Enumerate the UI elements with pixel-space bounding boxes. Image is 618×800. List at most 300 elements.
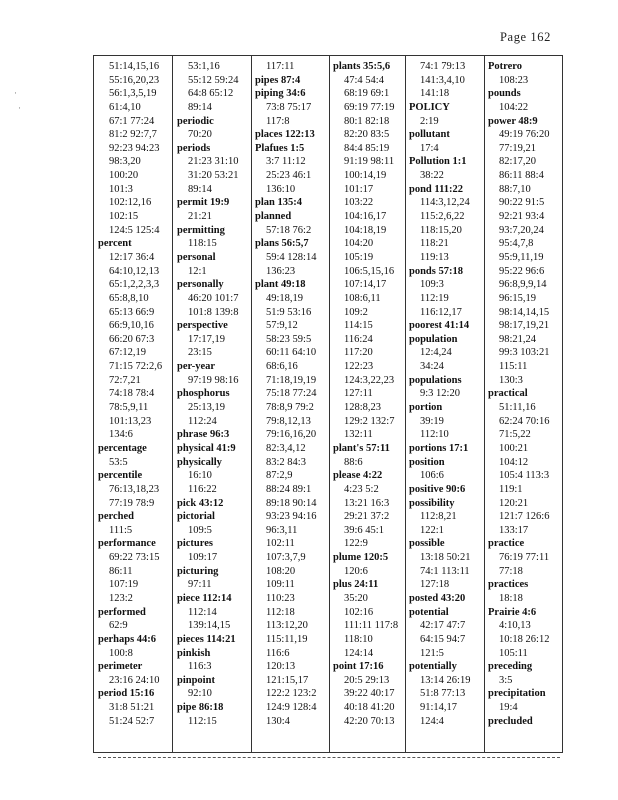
- index-reference: 64:15 94:7: [420, 633, 466, 645]
- index-reference: 3:7 11:12: [266, 156, 306, 168]
- index-reference: 3:5: [499, 674, 513, 686]
- index-reference: 106:6: [420, 470, 444, 482]
- index-reference: 107:14,17: [344, 279, 387, 291]
- index-reference: 73:8 75:17: [266, 101, 312, 113]
- index-reference: 113:12,20: [266, 620, 308, 632]
- index-reference: 117:20: [344, 347, 373, 359]
- index-reference: 105:4 113:3: [499, 470, 550, 482]
- index-reference: 74:1 79:13: [420, 61, 466, 72]
- index-reference: 114:15: [344, 320, 373, 332]
- index-reference: 127:18: [420, 579, 450, 591]
- index-reference: 65:8,8,10: [109, 292, 149, 304]
- index-reference: 118:10: [344, 633, 373, 645]
- index-reference: 91:19 98:11: [344, 156, 395, 168]
- index-reference: 122:23: [344, 361, 374, 373]
- index-reference: 121:15,17: [266, 674, 309, 686]
- index-term: portions 17:1: [409, 442, 469, 454]
- index-reference: 115:11,19: [266, 633, 308, 645]
- index-reference: 87:2,9: [266, 470, 293, 482]
- index-reference: 92:10: [188, 688, 212, 700]
- index-term: pounds: [488, 88, 521, 100]
- index-reference: 104:18,19: [344, 224, 387, 236]
- scan-mark: ·: [18, 103, 21, 113]
- index-term: perhaps 44:6: [98, 633, 157, 645]
- index-term: populations: [409, 374, 462, 386]
- index-reference: 75:18 77:24: [266, 388, 317, 400]
- index-reference: 86:11 88:4: [499, 170, 544, 182]
- index-reference: 74:18 78:4: [109, 388, 155, 400]
- index-term: percentage: [98, 442, 147, 454]
- index-term: Pollution 1:1: [409, 156, 467, 168]
- index-term: preceding: [488, 661, 533, 673]
- index-term: places 122:13: [255, 129, 315, 141]
- index-reference: 23:15: [188, 347, 212, 359]
- index-reference: 53:5: [109, 456, 128, 468]
- index-reference: 116:3: [188, 661, 212, 673]
- index-reference: 105:19: [344, 251, 374, 263]
- index-term: please 4:22: [333, 470, 383, 482]
- index-term: plant 49:18: [255, 279, 306, 291]
- index-reference: 134:6: [109, 429, 133, 441]
- index-reference: 79:16,16,20: [266, 429, 317, 441]
- index-reference: 101:8 139:8: [188, 306, 239, 318]
- index-reference: 86:11: [109, 565, 133, 577]
- index-term: positive 90:6: [409, 483, 466, 495]
- index-reference: 66:20 67:3: [109, 333, 155, 345]
- index-reference: 127:11: [344, 388, 373, 400]
- index-reference: 141:18: [420, 88, 450, 100]
- index-reference: 122:9: [344, 538, 368, 550]
- index-term: pictorial: [177, 511, 215, 523]
- index-term: Potrero: [488, 61, 523, 72]
- column-divider: [484, 55, 485, 753]
- index-term: personal: [177, 251, 216, 263]
- index-reference: 64:10,12,13: [109, 265, 160, 277]
- index-reference: 19:4: [499, 702, 518, 714]
- index-reference: 46:20 101:7: [188, 292, 239, 304]
- index-reference: 65:1,2,2,3,3: [109, 279, 160, 291]
- index-reference: 101:17: [344, 183, 374, 195]
- index-reference: 21:21: [188, 211, 212, 223]
- index-reference: 99:3 103:21: [499, 347, 550, 359]
- index-reference: 100:8: [109, 647, 133, 659]
- index-reference: 91:14,17: [420, 702, 458, 714]
- index-reference: 108:23: [499, 74, 529, 86]
- index-reference: 116:12,17: [420, 306, 462, 318]
- index-reference: 130:4: [266, 715, 290, 727]
- index-reference: 120:6: [344, 565, 368, 577]
- index-reference: 4:10,13: [499, 620, 531, 632]
- index-reference: 38:22: [420, 170, 444, 182]
- index-column-2: [177, 60, 250, 750]
- index-reference: 97:19 98:16: [188, 374, 239, 386]
- index-reference: 88:24 89:1: [266, 483, 312, 495]
- index-reference: 42:20 70:13: [344, 715, 395, 727]
- index-reference: 13:21 16:3: [344, 497, 390, 509]
- index-column-5: [409, 60, 483, 750]
- index-reference: 29:21 37:2: [344, 511, 390, 523]
- index-reference: 96:8,9,9,14: [499, 279, 547, 291]
- index-reference: 104:22: [499, 101, 529, 113]
- index-reference: 120:21: [499, 497, 529, 509]
- index-reference: 53:1,16: [188, 61, 220, 72]
- index-reference: 57:9,12: [266, 320, 298, 332]
- index-term: point 17:16: [333, 661, 384, 673]
- index-reference: 109:2: [344, 306, 368, 318]
- index-term: portion: [409, 402, 443, 414]
- index-term: pipe 86:18: [177, 702, 224, 714]
- index-reference: 31:20 53:21: [188, 170, 239, 182]
- index-reference: 55:16,20,23: [109, 74, 160, 86]
- index-reference: 61:4,10: [109, 101, 141, 113]
- index-term: position: [409, 456, 445, 468]
- index-reference: 80:1 82:18: [344, 115, 390, 127]
- index-reference: 40:18 41:20: [344, 702, 395, 714]
- index-reference: 17:4: [420, 142, 439, 154]
- index-reference: 62:24 70:16: [499, 415, 550, 427]
- index-reference: 105:11: [499, 647, 528, 659]
- index-reference: 95:9,11,19: [499, 251, 544, 263]
- index-reference: 102:11: [266, 538, 295, 550]
- index-reference: 49:19 76:20: [499, 129, 550, 141]
- index-reference: 112:15: [188, 715, 217, 727]
- index-reference: 141:3,4,10: [420, 74, 465, 86]
- index-reference: 83:2 84:3: [266, 456, 306, 468]
- index-reference: 39:6 45:1: [344, 524, 384, 536]
- index-term: performance: [98, 538, 156, 550]
- index-reference: 65:13 66:9: [109, 306, 155, 318]
- index-reference: 88:7,10: [499, 183, 531, 195]
- index-term: piping 34:6: [255, 88, 306, 100]
- index-term: plans 56:5,7: [255, 238, 309, 250]
- index-reference: 129:2 132:7: [344, 415, 395, 427]
- index-term: phrase 96:3: [177, 429, 230, 441]
- index-reference: 51:9 53:16: [266, 306, 312, 318]
- index-reference: 119:13: [420, 251, 449, 263]
- index-reference: 98:17,19,21: [499, 320, 550, 332]
- index-term: periods: [177, 142, 211, 154]
- index-reference: 79:8,12,13: [266, 415, 311, 427]
- index-reference: 4:23 5:2: [344, 483, 379, 495]
- index-reference: 110:23: [266, 592, 295, 604]
- index-reference: 107:3,7,9: [266, 552, 306, 564]
- index-reference: 115:2,6,22: [420, 211, 465, 223]
- index-reference: 123:2: [109, 592, 133, 604]
- index-term: pinpoint: [177, 674, 215, 686]
- index-reference: 18:18: [499, 592, 523, 604]
- index-term: pipes 87:4: [255, 74, 301, 86]
- index-reference: 93:23 94:16: [266, 511, 317, 523]
- index-reference: 109:3: [420, 279, 444, 291]
- index-reference: 102:15: [109, 211, 139, 223]
- index-reference: 100:20: [109, 170, 139, 182]
- index-reference: 116:6: [266, 647, 290, 659]
- index-column-6: [488, 60, 562, 750]
- index-term: posted 43:20: [409, 592, 466, 604]
- index-reference: 116:24: [344, 333, 373, 345]
- index-term: physical 41:9: [177, 442, 236, 454]
- index-reference: 25:13,19: [188, 402, 226, 414]
- index-reference: 55:12 59:24: [188, 74, 239, 86]
- index-term: phosphorus: [177, 388, 230, 400]
- column-divider: [172, 55, 173, 753]
- index-reference: 77:19,21: [499, 142, 537, 154]
- index-reference: 39:22 40:17: [344, 688, 395, 700]
- index-reference: 2:19: [420, 115, 439, 127]
- scan-mark: ·: [14, 88, 17, 98]
- index-term: per-year: [177, 361, 216, 373]
- index-reference: 47:4 54:4: [344, 74, 384, 86]
- column-divider: [251, 55, 252, 753]
- index-term: population: [409, 333, 458, 345]
- index-term: planned: [255, 211, 292, 223]
- index-reference: 76:13,18,23: [109, 483, 160, 495]
- index-reference: 21:23 31:10: [188, 156, 239, 168]
- index-reference: 102:16: [344, 606, 374, 618]
- index-term: perimeter: [98, 661, 143, 673]
- index-reference: 108:20: [266, 565, 296, 577]
- index-reference: 112:19: [420, 292, 449, 304]
- index-reference: 89:18 90:14: [266, 497, 317, 509]
- index-reference: 120:13: [266, 661, 296, 673]
- index-reference: 112:10: [420, 429, 449, 441]
- index-term: Prairie 4:6: [488, 606, 537, 618]
- index-term: poorest 41:14: [409, 320, 470, 332]
- index-reference: 77:18: [499, 565, 523, 577]
- index-reference: 51:24 52:7: [109, 715, 155, 727]
- index-reference: 112:14: [188, 606, 217, 618]
- index-term: perspective: [177, 320, 228, 332]
- index-reference: 124:4: [420, 715, 444, 727]
- index-reference: 25:23 46:1: [266, 170, 312, 182]
- index-reference: 96:15,19: [499, 292, 537, 304]
- index-term: potential: [409, 606, 449, 618]
- index-reference: 13:14 26:19: [420, 674, 471, 686]
- index-term: period 15:16: [98, 688, 155, 700]
- index-reference: 112:8,21: [420, 511, 457, 523]
- index-reference: 13:18 50:21: [420, 552, 471, 564]
- index-reference: 101:3: [109, 183, 133, 195]
- index-reference: 68:19 69:1: [344, 88, 390, 100]
- index-reference: 67:12,19: [109, 347, 147, 359]
- index-reference: 81:2 92:7,7: [109, 129, 157, 141]
- column-divider: [405, 55, 406, 753]
- index-reference: 57:18 76:2: [266, 224, 312, 236]
- index-reference: 12:1: [188, 265, 207, 277]
- index-reference: 133:17: [499, 524, 529, 536]
- index-reference: 70:20: [188, 129, 212, 141]
- index-reference: 60:11 64:10: [266, 347, 317, 359]
- index-reference: 72:7,21: [109, 374, 141, 386]
- index-term: percentile: [98, 470, 143, 482]
- index-term: piece 112:14: [177, 592, 232, 604]
- index-reference: 121:5: [420, 647, 444, 659]
- index-reference: 74:1 113:11: [420, 565, 470, 577]
- index-reference: 62:9: [109, 620, 128, 632]
- index-reference: 16:10: [188, 470, 212, 482]
- index-reference: 132:11: [344, 429, 373, 441]
- index-reference: 116:22: [188, 483, 217, 495]
- index-reference: 39:19: [420, 415, 444, 427]
- index-reference: 82:17,20: [499, 156, 537, 168]
- index-reference: 117:8: [266, 115, 290, 127]
- index-term: practice: [488, 538, 525, 550]
- index-reference: 104:16,17: [344, 211, 387, 223]
- index-reference: 89:14: [188, 183, 212, 195]
- index-reference: 42:17 47:7: [420, 620, 466, 632]
- index-term: plan 135:4: [255, 197, 302, 209]
- index-reference: 23:16 24:10: [109, 674, 160, 686]
- index-reference: 117:11: [266, 61, 295, 72]
- index-term: possible: [409, 538, 445, 550]
- index-reference: 108:6,11: [344, 292, 381, 304]
- index-reference: 82:20 83:5: [344, 129, 390, 141]
- index-reference: 89:14: [188, 101, 212, 113]
- index-reference: 95:22 96:6: [499, 265, 545, 277]
- index-reference: 118:21: [420, 238, 449, 250]
- index-term: potentially: [409, 661, 457, 673]
- index-reference: 51:8 77:13: [420, 688, 466, 700]
- index-reference: 124:9 128:4: [266, 702, 317, 714]
- index-term: precipitation: [488, 688, 546, 700]
- index-reference: 118:15: [188, 238, 217, 250]
- index-term: personally: [177, 279, 224, 291]
- index-reference: 111:11 117:8: [344, 620, 399, 632]
- index-term: power 48:9: [488, 115, 538, 127]
- index-term: ponds 57:18: [409, 265, 463, 277]
- index-reference: 106:5,15,16: [344, 265, 395, 277]
- index-term: plant's 57:11: [333, 442, 390, 454]
- index-reference: 82:3,4,12: [266, 442, 306, 454]
- index-reference: 109:5: [188, 524, 212, 536]
- index-reference: 97:11: [188, 579, 212, 591]
- index-reference: 101:13,23: [109, 415, 152, 427]
- index-reference: 136:23: [266, 265, 296, 277]
- index-term: permit 19:9: [177, 197, 230, 209]
- index-reference: 118:15,20: [420, 224, 462, 236]
- index-reference: 109:11: [266, 579, 295, 591]
- index-reference: 95:4,7,8: [499, 238, 534, 250]
- index-reference: 49:18,19: [266, 292, 304, 304]
- index-reference: 64:8 65:12: [188, 88, 234, 100]
- index-reference: 69:22 73:15: [109, 552, 160, 564]
- index-reference: 136:10: [266, 183, 296, 195]
- index-term: performed: [98, 606, 146, 618]
- index-term: pieces 114:21: [177, 633, 236, 645]
- index-term: Plafues 1:5: [255, 142, 305, 154]
- index-reference: 96:3,11: [266, 524, 298, 536]
- index-reference: 121:7 126:6: [499, 511, 550, 523]
- index-term: periodic: [177, 115, 214, 127]
- index-reference: 12:4,24: [420, 347, 452, 359]
- index-reference: 12:17 36:4: [109, 251, 155, 263]
- index-reference: 88:6: [344, 456, 363, 468]
- index-reference: 98:14,14,15: [499, 306, 550, 318]
- index-reference: 71:5,22: [499, 429, 531, 441]
- index-reference: 35:20: [344, 592, 368, 604]
- index-reference: 109:17: [188, 552, 218, 564]
- page-number: Page 162: [500, 30, 551, 44]
- index-reference: 71:18,19,19: [266, 374, 317, 386]
- index-reference: 76:19 77:11: [499, 552, 550, 564]
- index-reference: 69:19 77:19: [344, 101, 395, 113]
- index-reference: 56:1,3,5,19: [109, 88, 157, 100]
- index-reference: 78:5,9,11: [109, 402, 149, 414]
- index-column-4: [333, 60, 404, 750]
- index-reference: 102:12,16: [109, 197, 152, 209]
- index-column-1: [98, 60, 171, 750]
- index-term: percent: [98, 238, 132, 250]
- index-reference: 139:14,15: [188, 620, 231, 632]
- index-reference: 71:15 72:2,6: [109, 361, 163, 373]
- index-reference: 67:1 77:24: [109, 115, 155, 127]
- index-reference: 17:17,19: [188, 333, 226, 345]
- index-term: pinkish: [177, 647, 211, 659]
- index-reference: 98:21,24: [499, 333, 537, 345]
- index-term: pond 111:22: [409, 183, 463, 195]
- index-reference: 59:4 128:14: [266, 251, 317, 263]
- index-reference: 58:23 59:5: [266, 333, 312, 345]
- index-term: plants 35:5,6: [333, 61, 391, 72]
- index-reference: 122:1: [420, 524, 444, 536]
- index-term: practical: [488, 388, 528, 400]
- index-term: plume 120:5: [333, 552, 389, 564]
- index-reference: 68:6,16: [266, 361, 298, 373]
- index-reference: 104:12: [499, 456, 529, 468]
- index-reference: 124:14: [344, 647, 374, 659]
- index-reference: 112:24: [188, 415, 217, 427]
- index-reference: 77:19 78:9: [109, 497, 155, 509]
- index-reference: 98:3,20: [109, 156, 141, 168]
- index-reference: 51:11,16: [499, 402, 536, 414]
- index-term: practices: [488, 579, 529, 591]
- index-reference: 107:19: [109, 579, 139, 591]
- index-reference: 20:5 29:13: [344, 674, 390, 686]
- index-term: physically: [177, 456, 222, 468]
- index-reference: 34:24: [420, 361, 444, 373]
- index-term: possibility: [409, 497, 455, 509]
- index-reference: 51:14,15,16: [109, 61, 160, 72]
- index-reference: 104:20: [344, 238, 374, 250]
- index-reference: 92:23 94:23: [109, 142, 160, 154]
- index-reference: 92:21 93:4: [499, 211, 545, 223]
- index-term: pollutant: [409, 129, 450, 141]
- index-reference: 128:8,23: [344, 402, 382, 414]
- index-column-3: [255, 60, 328, 750]
- index-reference: 10:18 26:12: [499, 633, 550, 645]
- index-term: precluded: [488, 715, 533, 727]
- index-reference: 100:21: [499, 442, 529, 454]
- index-reference: 78:8,9 79:2: [266, 402, 314, 414]
- index-reference: 114:3,12,24: [420, 197, 470, 209]
- index-term: permitting: [177, 224, 225, 236]
- index-reference: 9:3 12:20: [420, 388, 460, 400]
- footer-rule: [98, 757, 560, 758]
- index-reference: 124:3,22,23: [344, 374, 395, 386]
- index-term: perched: [98, 511, 134, 523]
- index-reference: 115:11: [499, 361, 528, 373]
- index-term: pick 43:12: [177, 497, 224, 509]
- index-reference: 111:5: [109, 524, 133, 536]
- index-term: picturing: [177, 565, 219, 577]
- index-term: pictures: [177, 538, 213, 550]
- column-divider: [329, 55, 330, 753]
- index-reference: 130:3: [499, 374, 523, 386]
- index-reference: 84:4 85:19: [344, 142, 390, 154]
- index-reference: 66:9,10,16: [109, 320, 154, 332]
- index-reference: 103:22: [344, 197, 374, 209]
- index-reference: 124:5 125:4: [109, 224, 160, 236]
